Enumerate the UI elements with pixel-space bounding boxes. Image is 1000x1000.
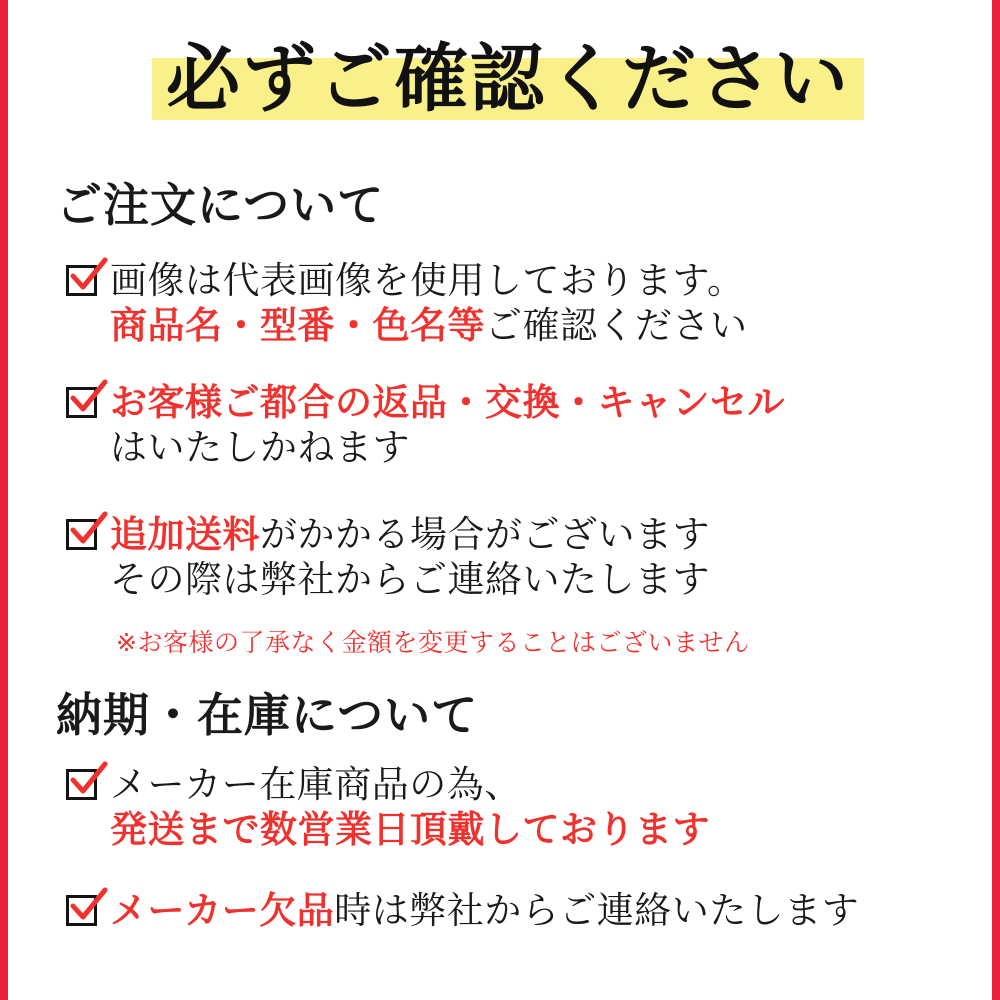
list-item-lines <box>110 380 962 470</box>
list-item-lines <box>110 512 962 602</box>
page-title <box>152 36 864 126</box>
page-title-text: 必ずご確認ください <box>166 36 850 122</box>
line-text: はいたしかねます <box>110 426 410 470</box>
note-text: ※お客様の了承なく金額を変更することはございません <box>116 628 750 657</box>
list-item-line <box>110 807 962 852</box>
list-item-lines <box>110 888 962 933</box>
section-heading-stock: 納期・在庫について <box>56 688 479 742</box>
list-item <box>62 888 962 933</box>
checkbox-checked-icon <box>62 766 106 806</box>
list-item-line <box>110 380 962 425</box>
line-text: ご確認ください <box>485 304 748 348</box>
checkbox-checked-icon <box>62 516 106 556</box>
list-item-line <box>110 425 962 470</box>
line-text-red: お客様ご都合の返品・交換・キャンセル <box>110 381 785 424</box>
line-text: がかかる場合がございます <box>260 513 710 556</box>
line-text-red: 追加送料 <box>110 513 260 556</box>
list-item-line <box>110 303 962 348</box>
list-item-lines <box>110 258 962 348</box>
line-text: 画像は代表画像を使用しております。 <box>110 259 745 302</box>
checkbox-checked-icon <box>62 892 106 932</box>
line-text-red: 発送まで数営業日頂戴しております <box>110 808 710 852</box>
list-item <box>62 512 962 602</box>
checkbox-checked-icon <box>62 384 106 424</box>
list-item <box>62 380 962 470</box>
list-item-line <box>110 512 962 557</box>
notice-content <box>16 0 1000 1000</box>
line-text-red: メーカー欠品 <box>110 889 335 932</box>
page-title-wrap <box>16 36 1000 126</box>
list-item-line <box>110 762 962 807</box>
line-text: 時は弊社からご連絡いたします <box>334 889 860 932</box>
list-item-line <box>110 557 962 602</box>
list-item <box>62 258 962 348</box>
checkbox-checked-icon <box>62 262 106 302</box>
list-item <box>62 762 962 852</box>
line-text-red: 商品名・型番・色名等 <box>110 304 485 348</box>
line-text: メーカー在庫商品の為、 <box>110 763 522 806</box>
list-item-lines <box>110 762 962 852</box>
list-item-line <box>110 258 962 303</box>
list-item-line <box>110 888 962 933</box>
section-heading-order: ご注文について <box>56 178 385 232</box>
line-text: その際は弊社からご連絡いたします <box>110 558 710 602</box>
